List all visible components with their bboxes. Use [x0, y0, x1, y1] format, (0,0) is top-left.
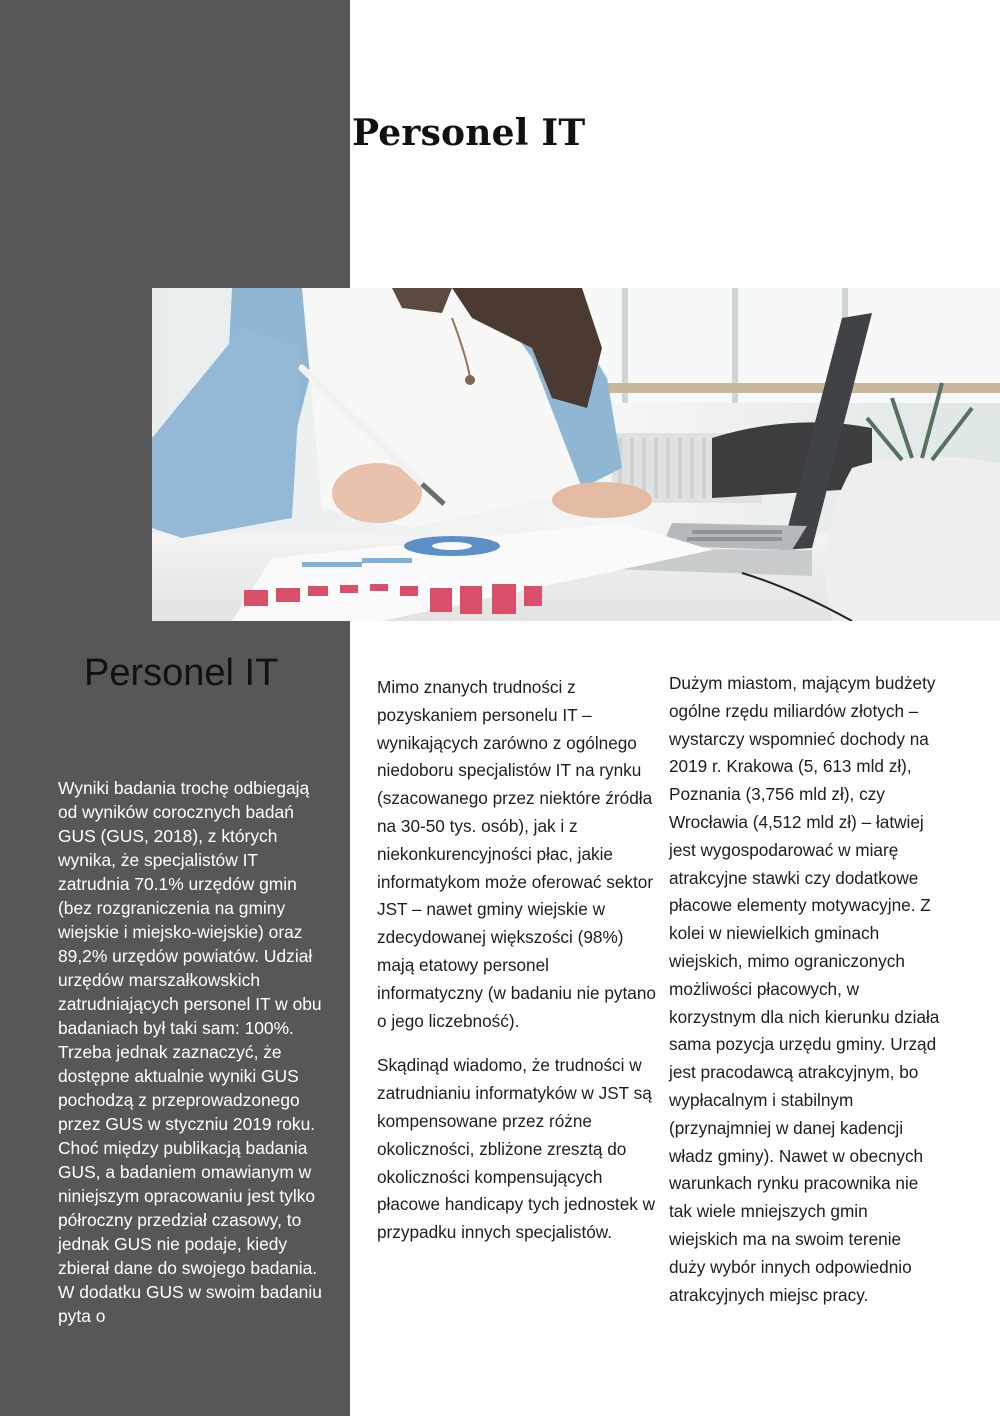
right-column	[669, 670, 941, 1309]
sidebar-paragraph: Wyniki badania trochę odbiegają od wyników corocznych badań GUS (GUS, 2018), z których wynika, że specjalistów IT zatrudnia 70.1% urzędów gmin (bez rozgraniczenia na gminy wiejskie i miejsko-wiejskie) oraz 89,2% urzędów powiatów. Udział urzędów marszałkowskich zatrudniających personel IT w obu badaniach był taki sam: 100%. Trzeba jednak zaznaczyć, że dostępne aktualnie wyniki GUS pochodzą z przeprowadzonego przez GUS w styczniu 2019 roku. Choć między publikacją badania GUS, a badaniem omawianym w niniejszym opracowaniu jest tylko półroczny przedział czasowy, to jednak GUS nie podaje, kiedy zbierał dane do swojego badania. W dodatku GUS w swoim badaniu pyta o	[58, 778, 322, 1326]
photo-woman-at-laptop	[152, 288, 1000, 621]
right-paragraph-1: Dużym miastom, mającym budżety ogólne rzędu miliardów złotych – wystarczy wspomnieć dochody na 2019 r. Krakowa (5, 613 mld zł), Poznania (3,756 mld zł), czy Wrocławia (4,512 mld zł) – łatwiej jest wygospodarować w miarę atrakcyjne stawki czy dodatkowe płacowe elementy motywacyjne. Z kolei w niewielkich gminach wiejskich, mimo ograniczonych możliwości płacowych, w korzystnym dla nich kierunku działa sama pozycja urzędu gminy. Urząd jest pracodawcą atrakcyjnym, bo wypłacalnym i stabilnym (przynajmniej w danej kadencji władz gminy). Nawet w obecnych warunkach rynku pracownika nie tak wiele mniejszych gmin wiejskich ma na swoim terenie duży wybór innych odpowiednio atrakcyjnych miejsc pracy.	[669, 673, 940, 1305]
middle-paragraph-1: Mimo znanych trudności z pozyskaniem personelu IT – wynikających zarówno z ogólnego niedoboru specjalistów IT na rynku (szacowanego przez niektóre źródła na 30-50 tys. osób), jak i z niekonkurencyjności płac, jakie informatykom może oferować sektor JST – nawet gminy wiejskie w zdecydowanej większości (98%) mają etatowy personel informatyczny (w badaniu nie pytano o jego liczebność).	[377, 677, 656, 1031]
photo-illustration	[152, 288, 1000, 621]
middle-paragraph-2: Skądinąd wiadomo, że trudności w zatrudnianiu informatyków w JST są kompensowane przez różne okoliczności, zbliżone zresztą do okoliczności kompensujących płacowe handicapy tych jednostek w przypadku innych specjalistów.	[377, 1055, 656, 1243]
sidebar-title: Personel IT	[84, 652, 279, 694]
page-title: Personel IT	[352, 112, 586, 154]
middle-column	[377, 674, 657, 1247]
